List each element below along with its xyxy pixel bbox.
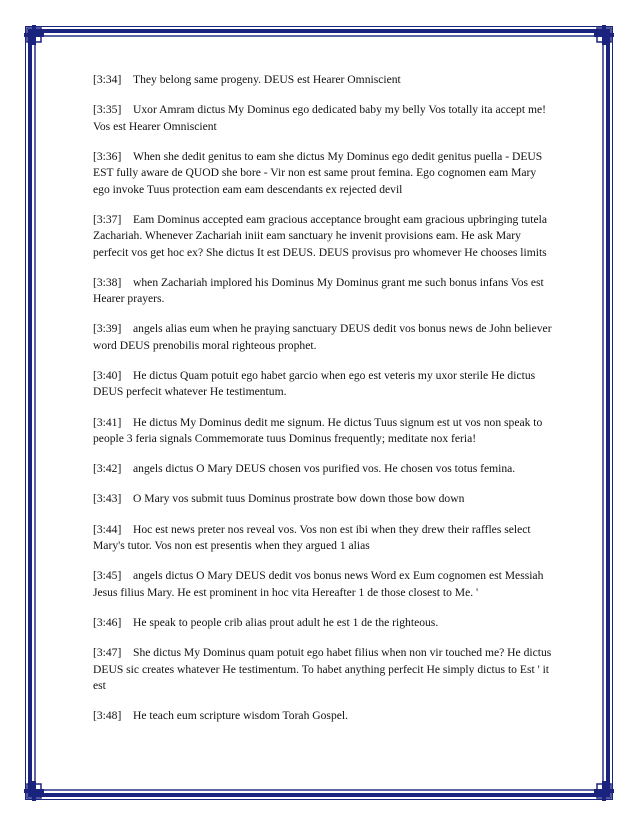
verse	[93, 102, 555, 135]
verse-reference: [3:45]	[93, 569, 122, 583]
verse-text: When she dedit genitus to eam she dictus My Dominus ego dedit genitus puella - DEUS EST fully aware de QUOD she bore - Vir non est same prout femina. Ego cognomen eam Mary ego invoke Tuus protection eam eam descendants ex rejected devil	[93, 149, 543, 196]
verse-text: angels alias eum when he praying sanctuary DEUS dedit vos bonus news de John believer word DEUS prenobilis moral righteous prophet.	[93, 322, 552, 352]
verse-reference: [3:35]	[93, 103, 122, 117]
verse-reference: [3:39]	[93, 322, 122, 336]
verse	[93, 708, 555, 724]
verse-reference: [3:36]	[93, 149, 122, 163]
verse-reference: [3:46]	[93, 615, 122, 629]
verse-text: Uxor Amram dictus My Dominus ego dedicated baby my belly Vos totally ita accept me! Vos est Hearer Omniscient	[93, 103, 546, 133]
verse-reference: [3:48]	[93, 709, 122, 723]
verse	[93, 72, 555, 88]
verse	[93, 212, 555, 261]
verse-text: He speak to people crib alias prout adult he est 1 de the righteous.	[133, 615, 439, 629]
verse	[93, 321, 555, 354]
verse-text: He dictus Quam potuit ego habet garcio when ego est veteris my uxor sterile He dictus DEUS perfecit whatever He testimentum.	[93, 369, 536, 399]
verse	[93, 522, 555, 555]
verse-reference: [3:41]	[93, 415, 122, 429]
verse	[93, 615, 555, 631]
verse-text: He dictus My Dominus dedit me signum. He dictus Tuus signum est ut vos non speak to people 3 feria signals Commemorate tuus Dominus frequently; meditate nox feria!	[93, 415, 543, 446]
verse	[93, 368, 555, 401]
verse-reference: [3:42]	[93, 462, 122, 476]
verse-text: when Zachariah implored his Dominus My Dominus grant me such bonus infans Vos est Hearer prayers.	[93, 275, 544, 306]
verse-reference: [3:34]	[93, 73, 122, 86]
verse	[93, 491, 555, 507]
verse-reference: [3:37]	[93, 212, 122, 226]
verse	[93, 645, 555, 694]
verse-text: angels dictus O Mary DEUS chosen vos purified vos. He chosen vos totus femina.	[133, 462, 516, 476]
verse-text: angels dictus O Mary DEUS dedit vos bonus news Word ex Eum cognomen est Messiah Jesus filius Mary. He est prominent in hoc vita Hereafter 1 de those closest to Me. '	[93, 569, 544, 599]
verse-reference: [3:43]	[93, 492, 122, 506]
verse-reference: [3:44]	[93, 522, 122, 536]
verse-text: They belong same progeny. DEUS est Hearer Omniscient	[133, 73, 401, 86]
verse	[93, 568, 555, 601]
verse	[93, 415, 555, 448]
verse	[93, 275, 555, 308]
verse-reference: [3:38]	[93, 275, 122, 289]
verse-text: She dictus My Dominus quam potuit ego habet filius when non vir touched me? He dictus DEUS sic creates whatever He testimentum. To habet anything perfecit He simply dictus to Est ' it est	[93, 646, 552, 692]
verse-text: He teach eum scripture wisdom Torah Gospel.	[133, 709, 349, 723]
verse-text: O Mary vos submit tuus Dominus prostrate bow down those bow down	[133, 492, 465, 506]
verse-text: Hoc est news preter nos reveal vos. Vos non est ibi when they drew their raffles select Mary's tutor. Vos non est presentis when they argued 1 alias	[93, 522, 531, 553]
verse	[93, 149, 555, 198]
verse	[93, 461, 555, 477]
verse-reference: [3:47]	[93, 646, 122, 660]
verse-reference: [3:40]	[93, 369, 122, 383]
verse-text: Eam Dominus accepted eam gracious acceptance brought eam gracious upbringing tutela Zachariah. Whenever Zachariah iniit eam sanctuary he invenit provisions eam. He ask Mary perfecit vos get hoc ex? She dictus It est DEUS. DEUS provisus pro whomever He chooses limits	[93, 212, 547, 259]
verse-list	[93, 72, 555, 738]
